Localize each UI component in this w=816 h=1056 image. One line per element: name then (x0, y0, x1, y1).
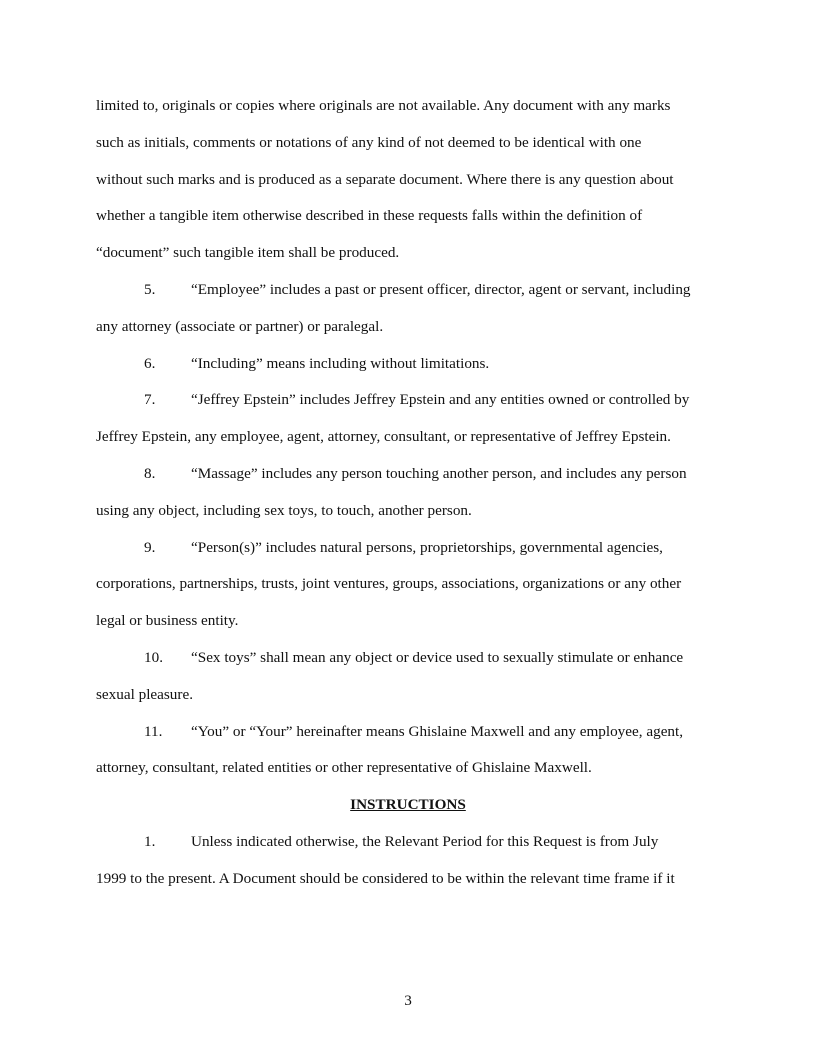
definition-number: 7. (144, 391, 156, 408)
definition-text: attorney, consultant, related entities or other representative of Ghislaine Maxwell. (96, 759, 592, 776)
definition-text: “Sex toys” shall mean any object or device used to sexually stimulate or enhance (191, 649, 684, 666)
paragraph-line: limited to, originals or copies where originals are not available. Any document with any marks (96, 97, 671, 114)
definition-text: “Employee” includes a past or present officer, director, agent or servant, including (191, 281, 691, 298)
definition-text: sexual pleasure. (96, 686, 193, 703)
paragraph-line: such as initials, comments or notations of any kind of not deemed to be identical with one (96, 134, 642, 151)
definition-number: 8. (144, 465, 156, 482)
definition-text: “Including” means including without limitations. (191, 355, 490, 372)
definition-number: 6. (144, 355, 156, 372)
definition-text: “Person(s)” includes natural persons, proprietorships, governmental agencies, (191, 539, 663, 556)
page-number: 3 (404, 992, 412, 1009)
definition-text: using any object, including sex toys, to touch, another person. (96, 502, 472, 519)
definition-text: “Jeffrey Epstein” includes Jeffrey Epstein and any entities owned or controlled by (191, 391, 690, 408)
definition-number: 9. (144, 539, 156, 556)
definition-text: corporations, partnerships, trusts, joint ventures, groups, associations, organizations or any other (96, 575, 682, 592)
definition-number: 10. (144, 649, 163, 666)
definition-text: any attorney (associate or partner) or paralegal. (96, 318, 384, 335)
definition-number: 11. (144, 723, 163, 740)
paragraph-line: whether a tangible item otherwise described in these requests falls within the definition of (96, 207, 643, 224)
section-heading: INSTRUCTIONS (350, 796, 466, 813)
paragraph-line: without such marks and is produced as a separate document. Where there is any question about (96, 171, 674, 188)
instruction-text: 1999 to the present. A Document should be considered to be within the relevant time frame if it (96, 870, 675, 887)
definition-number: 5. (144, 281, 156, 298)
instruction-text: Unless indicated otherwise, the Relevant Period for this Request is from July (191, 833, 659, 850)
paragraph-line: “document” such tangible item shall be produced. (96, 244, 400, 261)
definition-text: Jeffrey Epstein, any employee, agent, attorney, consultant, or representative of Jeffrey Epstein. (96, 428, 671, 445)
definition-text: “You” or “Your” hereinafter means Ghislaine Maxwell and any employee, agent, (191, 723, 684, 740)
definition-text: legal or business entity. (96, 612, 239, 629)
instruction-number: 1. (144, 833, 156, 850)
definition-text: “Massage” includes any person touching another person, and includes any person (191, 465, 687, 482)
